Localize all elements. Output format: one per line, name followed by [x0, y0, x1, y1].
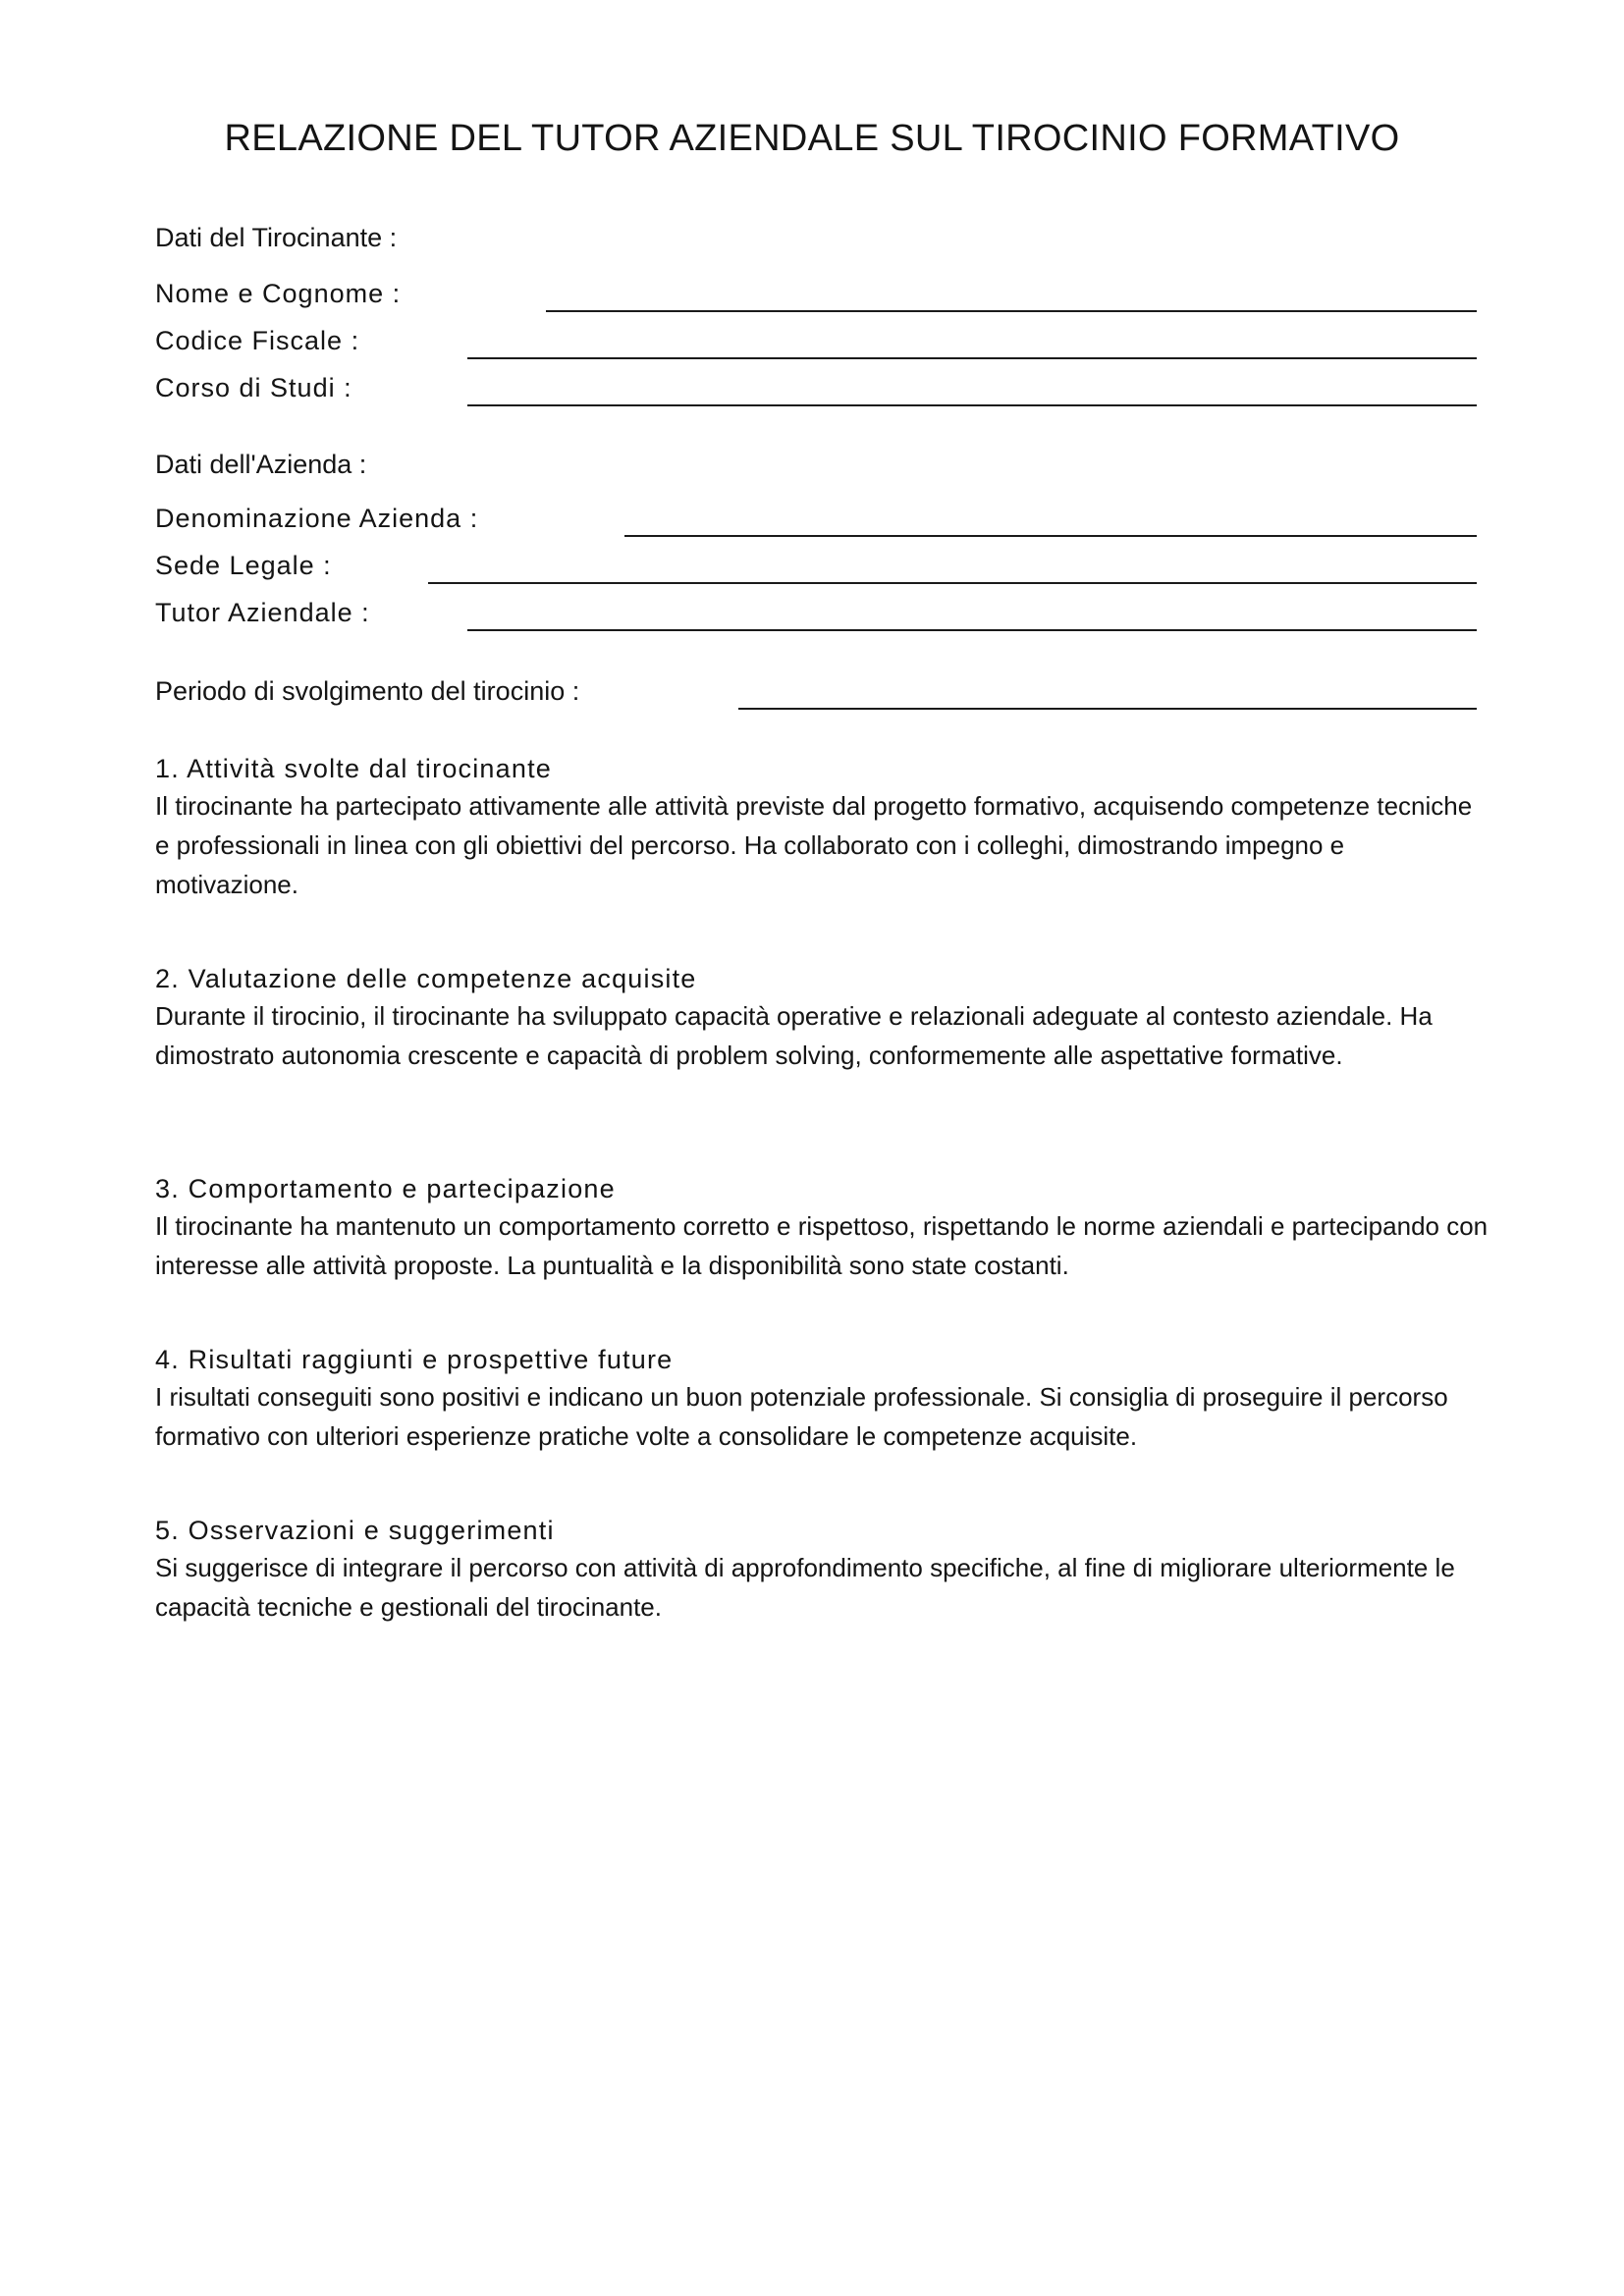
section-body: Durante il tirocinio, il tirocinante ha sviluppato capacità operative e relazionali adeguate al contesto aziendale. Ha dimostrato autonomia crescente e capacità di problem solving, conformemente alle aspettative formative. [155, 1001, 1433, 1070]
trainee-fiscal-code-row [155, 320, 1477, 359]
document-title: RELAZIONE DEL TUTOR AZIENDALE SUL TIROCINIO FORMATIVO [224, 118, 1400, 159]
section-body: Si suggerisce di integrare il percorso con attività di approfondimento specifiche, al fine di migliorare ulteriormente le capacità tecniche e gestionali del tirocinante. [155, 1553, 1455, 1622]
period-field[interactable] [738, 708, 1477, 710]
trainee-course-label: Corso di Studi : [155, 373, 352, 402]
trainee-name-field[interactable] [546, 310, 1477, 312]
section-body: I risultati conseguiti sono positivi e indicano un buon potenziale professionale. Si consiglia di proseguire il percorso formativo con ulteriori esperienze pratiche volte a consolidare le competenze acquisite. [155, 1382, 1448, 1451]
section-behaviour [155, 1171, 1490, 1285]
trainee-course-row [155, 367, 1477, 406]
company-tutor-label: Tutor Aziendale : [155, 598, 370, 627]
trainee-name-label: Nome e Cognome : [155, 279, 402, 308]
company-name-label: Denominazione Azienda : [155, 504, 479, 533]
section-heading: 3. Comportamento e partecipazione [155, 1174, 616, 1203]
section-heading: 4. Risultati raggiunti e prospettive future [155, 1345, 674, 1374]
company-seat-label: Sede Legale : [155, 551, 332, 580]
company-tutor-row [155, 592, 1477, 631]
section-body: Il tirocinante ha partecipato attivamente alle attività previste dal progetto formativo, acquisendo competenze tecniche e professionali in linea con gli obiettivi del percorso. Ha collaborato con i colleghi, dimostrando impegno e motivazione. [155, 791, 1473, 899]
company-name-field[interactable] [624, 535, 1477, 537]
trainee-fiscal-code-label: Codice Fiscale : [155, 326, 360, 355]
trainee-course-field[interactable] [467, 404, 1477, 406]
trainee-fiscal-code-field[interactable] [467, 357, 1477, 359]
company-tutor-field[interactable] [467, 629, 1477, 631]
section-observations [155, 1513, 1490, 1627]
company-name-row [155, 498, 1477, 537]
section-body: Il tirocinante ha mantenuto un comportamento corretto e rispettoso, rispettando le norme aziendali e partecipando con interesse alle attività proposte. La puntualità e la disponibilità sono state costanti. [155, 1211, 1489, 1280]
company-seat-row [155, 545, 1477, 584]
section-results [155, 1342, 1490, 1456]
company-seat-field[interactable] [428, 582, 1477, 584]
section-heading: 2. Valutazione delle competenze acquisite [155, 964, 697, 993]
section-activities [155, 751, 1490, 904]
period-row [155, 670, 1477, 710]
trainee-section-heading: Dati del Tirocinante : [155, 223, 398, 252]
section-heading: 1. Attività svolte dal tirocinante [155, 754, 552, 783]
section-heading: 5. Osservazioni e suggerimenti [155, 1516, 555, 1545]
period-label: Periodo di svolgimento del tirocinio : [155, 676, 580, 706]
section-skills-evaluation [155, 961, 1490, 1075]
trainee-name-row [155, 273, 1477, 312]
company-section-heading: Dati dell'Azienda : [155, 450, 367, 479]
